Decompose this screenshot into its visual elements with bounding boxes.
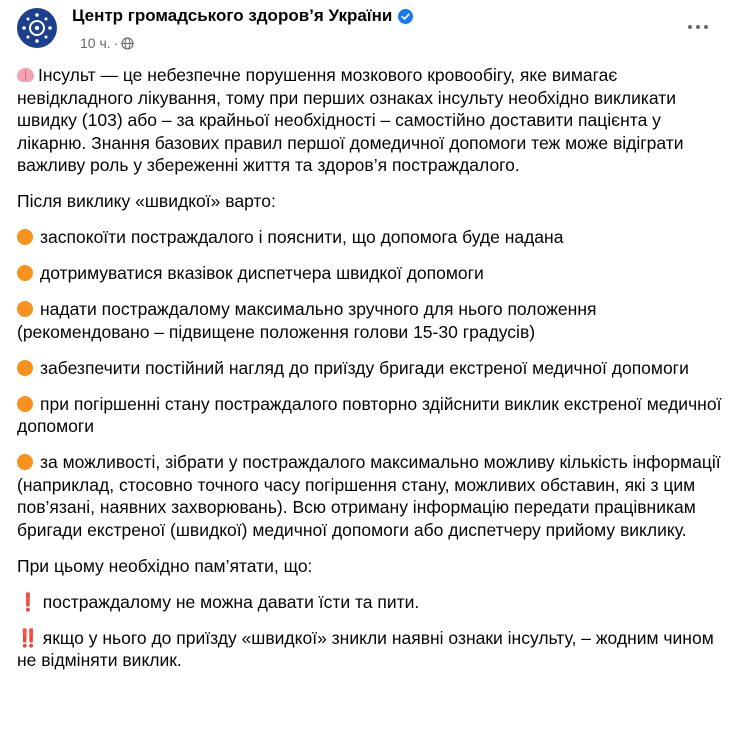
- post-time-link[interactable]: 10 ч.: [80, 35, 111, 51]
- list-item: [17, 226, 729, 249]
- post-intro: [17, 64, 729, 177]
- orange-circle-icon: [17, 396, 33, 412]
- step-text: дотримуватися вказівок диспетчера швидкої допомоги: [40, 263, 484, 283]
- page-name-link[interactable]: Центр громадського здоров’я України: [72, 6, 393, 25]
- globe-icon[interactable]: [121, 37, 134, 50]
- post-header: [0, 0, 738, 62]
- warning-text: якщо у нього до приїзду «швидкої» зникли наявні ознаки інсульту, – жодним чином не відміняти виклик.: [17, 627, 714, 670]
- post-meta: [80, 35, 134, 51]
- page-logo-icon: [17, 8, 57, 48]
- post-body: [17, 64, 729, 685]
- more-options-icon: [688, 25, 692, 29]
- orange-circle-icon: [17, 360, 33, 376]
- orange-circle-icon: [17, 301, 33, 317]
- brain-icon: [17, 68, 34, 82]
- after-call-heading: Після виклику «швидкої» варто:: [17, 191, 276, 211]
- page-avatar[interactable]: [17, 8, 57, 48]
- remember-heading: При цьому необхідно пам’ятати, що:: [17, 555, 313, 576]
- warning-text: постраждалому не можна давати їсти та пити.: [42, 591, 420, 612]
- list-item: [17, 262, 729, 285]
- list-item: [17, 298, 729, 343]
- step-text: заспокоїти постраждалого і пояснити, що допомога буде надана: [40, 227, 564, 247]
- orange-circle-icon: [17, 229, 33, 245]
- intro-text: Інсульт — це небезпечне порушення мозкового кровообігу, яке вимагає невідкладного лікування, тому при перших ознаках інсульту необхідно викликати швидку (103) або – за крайньої необхідності – самостійно доставити пацієнта у лікарню. Знання базових правил першої домедичної допомоги теж може відіграти важливу роль у збереженні життя та здоров’я постраждалого.: [17, 65, 684, 175]
- warning-item: [17, 591, 729, 614]
- step-text: за можливості, зібрати у постраждалого максимально можливу кількість інформації (наприклад, стосовно точного часу погіршення стану, можливих обставин, які з цим пов’язані, наявних захворювань). Всю отриману інформацію передати працівникам бригади екстреної (швидкої) медичної допомоги або диспетчеру прийому виклику.: [17, 452, 721, 540]
- list-item: [17, 451, 729, 541]
- step-text: надати постраждалому максимально зручного для нього положення (рекомендовано – підвищене положення голови 15-30 градусів): [17, 299, 597, 342]
- list-item: [17, 393, 729, 438]
- orange-circle-icon: [17, 265, 33, 281]
- list-item: [17, 357, 729, 380]
- double-exclamation-icon: ‼️: [17, 627, 39, 648]
- more-dot: [704, 25, 708, 29]
- orange-circle-icon: [17, 454, 33, 470]
- more-dot: [696, 25, 700, 29]
- warning-item: [17, 627, 729, 672]
- step-text: забезпечити постійний нагляд до приїзду бригади екстреної медичної допомоги: [40, 357, 689, 378]
- exclamation-icon: ❗: [17, 591, 39, 612]
- verified-badge-icon: [398, 9, 413, 24]
- meta-separator: ·: [113, 35, 119, 51]
- step-text: при погіршенні стану постраждалого повторно здійснити виклик екстреної медичної допомоги: [17, 393, 722, 436]
- more-options-button[interactable]: [681, 14, 715, 40]
